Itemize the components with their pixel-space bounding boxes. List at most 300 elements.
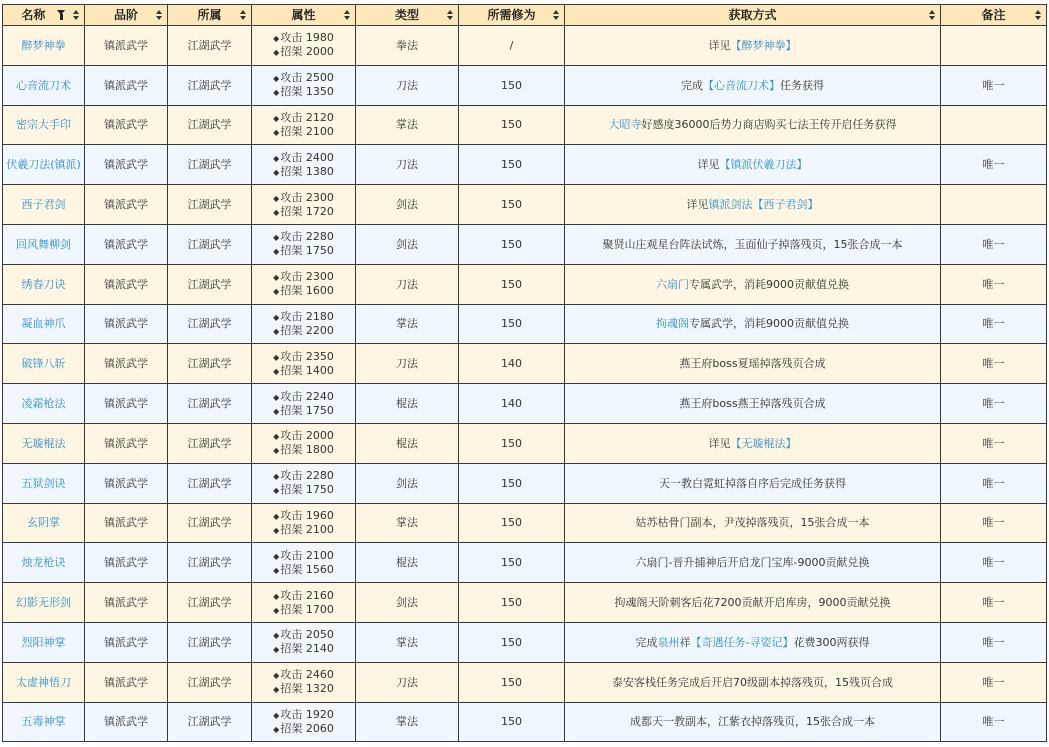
attr-list <box>273 270 334 298</box>
attr-list <box>273 350 334 378</box>
block-stat <box>273 603 334 617</box>
table-row <box>3 224 1047 264</box>
note-cell: 唯一 <box>941 384 1047 424</box>
block-stat <box>273 443 334 457</box>
method-link[interactable]: 泉州 <box>657 635 680 649</box>
grade-cell: 镇派武学 <box>85 423 168 463</box>
grade-cell: 镇派武学 <box>85 105 168 145</box>
belong-cell: 江湖武学 <box>168 145 252 185</box>
grade-cell: 镇派武学 <box>85 264 168 304</box>
req-cell: 150 <box>459 145 565 185</box>
grade-cell: 镇派武学 <box>85 185 168 225</box>
method-link[interactable]: 镇派剑法【西子君剑】 <box>708 198 819 212</box>
belong-cell: 江湖武学 <box>168 503 252 543</box>
col-header-req-label: 所需修为 <box>487 8 536 22</box>
filter-icon[interactable] <box>57 10 66 20</box>
note-cell: 唯一 <box>941 543 1047 583</box>
diamond-icon: ◆ <box>273 34 280 44</box>
method-text: 泰安客栈任务完成后开启70级副本掉落残页，15残页合成 <box>612 675 893 689</box>
diamond-icon: ◆ <box>273 48 280 58</box>
method-cell <box>565 145 941 185</box>
req-cell: 150 <box>459 622 565 662</box>
method-text: 花费300两获得 <box>793 635 870 649</box>
method-cell <box>565 622 941 662</box>
attack-stat <box>273 469 334 483</box>
attack-value: 攻击 2050 <box>280 628 334 642</box>
type-cell: 掌法 <box>356 503 459 543</box>
attr-cell <box>252 503 356 543</box>
diamond-icon: ◆ <box>273 74 280 84</box>
note-cell: 唯一 <box>941 145 1047 185</box>
req-cell: 150 <box>459 423 565 463</box>
method-text: 燕王府boss燕王掉落残页合成 <box>679 397 826 411</box>
method-link[interactable]: 大昭寺 <box>608 118 642 132</box>
sort-icon[interactable] <box>240 10 246 21</box>
grade-cell: 镇派武学 <box>85 622 168 662</box>
table-row <box>3 622 1047 662</box>
col-header-belong-label: 所属 <box>197 8 222 22</box>
col-header-attr-label: 属性 <box>291 8 316 22</box>
sort-icon[interactable] <box>344 10 350 21</box>
method-link[interactable]: 【无璇棍法】 <box>730 436 797 450</box>
method-cell <box>565 702 941 742</box>
req-cell: / <box>459 26 565 66</box>
block-stat <box>273 483 334 497</box>
note-cell: 唯一 <box>941 264 1047 304</box>
table-row <box>3 384 1047 424</box>
block-value: 招架 1320 <box>280 682 334 696</box>
diamond-icon: ◆ <box>273 591 280 601</box>
note-cell: 唯一 <box>941 662 1047 702</box>
type-cell: 刀法 <box>356 344 459 384</box>
block-stat <box>273 563 334 577</box>
diamond-icon: ◆ <box>273 645 280 655</box>
sort-icon[interactable] <box>447 10 453 21</box>
skill-name-link[interactable]: 凌霜枪法 <box>3 384 85 424</box>
method-cell <box>565 543 941 583</box>
block-stat <box>273 45 334 59</box>
method-cell <box>565 105 941 145</box>
belong-cell: 江湖武学 <box>168 583 252 623</box>
belong-cell: 江湖武学 <box>168 423 252 463</box>
method-text: 详见 <box>686 198 709 212</box>
type-cell: 拳法 <box>356 26 459 66</box>
skill-name-link[interactable]: 密宗大手印 <box>3 105 85 145</box>
diamond-icon: ◆ <box>273 167 280 177</box>
belong-cell: 江湖武学 <box>168 662 252 702</box>
block-stat <box>273 85 334 99</box>
attack-value: 攻击 2280 <box>280 469 334 483</box>
block-value: 招架 2060 <box>280 721 334 735</box>
belong-cell: 江湖武学 <box>168 224 252 264</box>
attack-stat <box>273 549 334 563</box>
attack-stat <box>273 111 334 125</box>
attr-list <box>273 429 334 457</box>
diamond-icon: ◆ <box>273 525 280 535</box>
block-stat <box>273 125 334 139</box>
attack-value: 攻击 2100 <box>280 548 334 562</box>
attr-list <box>273 230 334 258</box>
method-link[interactable]: 六扇门 <box>656 277 689 291</box>
block-value: 招架 1350 <box>280 85 334 99</box>
skill-name-link[interactable]: 烈阳神掌 <box>3 622 85 662</box>
attack-value: 攻击 1920 <box>280 707 334 721</box>
attr-cell <box>252 384 356 424</box>
grade-cell: 镇派武学 <box>85 384 168 424</box>
attr-cell <box>252 185 356 225</box>
skill-name-link[interactable]: 绣春刀诀 <box>3 264 85 304</box>
skill-name-link[interactable]: 西子君剑 <box>3 185 85 225</box>
attr-cell <box>252 463 356 503</box>
attack-stat <box>273 350 334 364</box>
note-cell: 唯一 <box>941 622 1047 662</box>
block-value: 招架 2100 <box>280 124 334 138</box>
table-row <box>3 264 1047 304</box>
type-cell: 棍法 <box>356 543 459 583</box>
attr-cell <box>252 65 356 105</box>
block-value: 招架 1750 <box>280 403 334 417</box>
type-cell: 剑法 <box>356 224 459 264</box>
block-stat <box>273 364 334 378</box>
attr-cell <box>252 26 356 66</box>
diamond-icon: ◆ <box>273 472 280 482</box>
method-text: 六扇门-晋升捕神后开启龙门宝库-9000贡献兑换 <box>635 556 870 570</box>
attack-value: 攻击 2280 <box>280 230 334 244</box>
attack-stat <box>273 71 334 85</box>
martial-arts-table-container <box>2 4 1046 742</box>
skill-name-link[interactable]: 烛龙枪诀 <box>3 543 85 583</box>
diamond-icon: ◆ <box>273 631 280 641</box>
type-cell: 剑法 <box>356 583 459 623</box>
diamond-icon: ◆ <box>273 127 280 137</box>
note-cell <box>941 185 1047 225</box>
grade-cell: 镇派武学 <box>85 65 168 105</box>
block-stat <box>273 205 334 219</box>
col-header-belong[interactable] <box>168 5 252 26</box>
attr-list <box>273 31 334 59</box>
table-row <box>3 105 1047 145</box>
diamond-icon: ◆ <box>273 446 280 456</box>
type-cell: 掌法 <box>356 622 459 662</box>
attr-cell <box>252 304 356 344</box>
sort-icon[interactable] <box>1035 10 1041 21</box>
belong-cell: 江湖武学 <box>168 384 252 424</box>
method-link[interactable]: 【心音流刀术】 <box>703 78 780 92</box>
block-value: 招架 1400 <box>280 363 334 377</box>
req-cell: 150 <box>459 583 565 623</box>
req-cell: 150 <box>459 105 565 145</box>
grade-cell: 镇派武学 <box>85 503 168 543</box>
method-text: 燕王府boss夏瑶掉落残页合成 <box>679 357 826 371</box>
type-cell: 刀法 <box>356 145 459 185</box>
note-cell: 唯一 <box>941 304 1047 344</box>
attack-value: 攻击 2120 <box>280 110 334 124</box>
grade-cell: 镇派武学 <box>85 344 168 384</box>
attack-stat <box>273 429 334 443</box>
skill-name-link[interactable]: 五毒神掌 <box>3 702 85 742</box>
attack-stat <box>273 589 334 603</box>
table-row <box>3 702 1047 742</box>
method-text: 聚贤山庄观星台阵法试炼，玉面仙子掉落残页，15张合成一本 <box>602 237 903 251</box>
type-cell: 掌法 <box>356 105 459 145</box>
attr-cell <box>252 583 356 623</box>
req-cell: 150 <box>459 503 565 543</box>
grade-cell: 镇派武学 <box>85 304 168 344</box>
col-header-grade[interactable] <box>85 5 168 26</box>
method-cell <box>565 304 941 344</box>
method-cell <box>565 423 941 463</box>
type-cell: 掌法 <box>356 702 459 742</box>
attr-cell <box>252 423 356 463</box>
attr-cell <box>252 702 356 742</box>
sort-icon[interactable] <box>156 10 162 21</box>
method-cell <box>565 463 941 503</box>
attack-stat <box>273 310 334 324</box>
req-cell: 150 <box>459 224 565 264</box>
method-cell <box>565 384 941 424</box>
skill-name-link[interactable]: 玄阴掌 <box>3 503 85 543</box>
method-link[interactable]: 【醉梦神拳】 <box>730 38 797 52</box>
note-cell <box>941 26 1047 66</box>
skill-name-link[interactable]: 醉梦神拳 <box>3 26 85 66</box>
table-row <box>3 423 1047 463</box>
note-cell: 唯一 <box>941 503 1047 543</box>
skill-name-link[interactable]: 幻影无形剑 <box>3 583 85 623</box>
attr-list <box>273 668 334 696</box>
diamond-icon: ◆ <box>273 352 280 362</box>
table-row <box>3 185 1047 225</box>
block-value: 招架 1380 <box>280 164 334 178</box>
method-cell <box>565 344 941 384</box>
attr-list <box>273 390 334 418</box>
diamond-icon: ◆ <box>273 326 280 336</box>
req-cell: 150 <box>459 65 565 105</box>
attr-cell <box>252 145 356 185</box>
diamond-icon: ◆ <box>273 406 280 416</box>
attr-list <box>273 628 334 656</box>
diamond-icon: ◆ <box>273 207 280 217</box>
block-stat <box>273 642 334 656</box>
method-text: 专属武学，消耗9000贡献值兑换 <box>689 277 849 291</box>
block-value: 招架 1560 <box>280 562 334 576</box>
table-row <box>3 26 1047 66</box>
belong-cell: 江湖武学 <box>168 344 252 384</box>
diamond-icon: ◆ <box>273 287 280 297</box>
req-cell: 140 <box>459 344 565 384</box>
method-text: 完成 <box>635 635 658 649</box>
attr-cell <box>252 662 356 702</box>
skill-name-link[interactable]: 太虚神悟刀 <box>3 662 85 702</box>
block-value: 招架 1600 <box>280 284 334 298</box>
col-header-name-label: 名称 <box>21 8 46 22</box>
skill-name-link[interactable]: 五狱剑诀 <box>3 463 85 503</box>
diamond-icon: ◆ <box>273 366 280 376</box>
table-row <box>3 463 1047 503</box>
attack-value: 攻击 2460 <box>280 668 334 682</box>
block-value: 招架 2000 <box>280 45 334 59</box>
type-cell: 剑法 <box>356 463 459 503</box>
col-header-note-label: 备注 <box>981 8 1006 22</box>
col-header-name[interactable] <box>3 5 85 26</box>
note-cell: 唯一 <box>941 65 1047 105</box>
method-cell <box>565 26 941 66</box>
block-stat <box>273 284 334 298</box>
type-cell: 刀法 <box>356 662 459 702</box>
method-text: 成都天一教副本，江紫衣掉落残页，15张合成一本 <box>630 715 875 729</box>
table-body <box>3 26 1047 742</box>
req-cell: 150 <box>459 463 565 503</box>
table-row <box>3 503 1047 543</box>
method-cell <box>565 185 941 225</box>
martial-arts-table <box>2 4 1047 742</box>
skill-name-link[interactable]: 伏羲刀法(镇派) <box>3 145 85 185</box>
attack-value: 攻击 2300 <box>280 270 334 284</box>
attr-cell <box>252 224 356 264</box>
attr-cell <box>252 344 356 384</box>
attack-value: 攻击 2180 <box>280 309 334 323</box>
req-cell: 150 <box>459 185 565 225</box>
table-row <box>3 344 1047 384</box>
block-stat <box>273 722 334 736</box>
note-cell: 唯一 <box>941 702 1047 742</box>
table-row <box>3 145 1047 185</box>
attr-list <box>273 549 334 577</box>
method-cell <box>565 662 941 702</box>
type-cell: 棍法 <box>356 384 459 424</box>
belong-cell: 江湖武学 <box>168 185 252 225</box>
skill-name-link[interactable]: 破锋八斩 <box>3 344 85 384</box>
attack-stat <box>273 270 334 284</box>
skill-name-link[interactable]: 回风舞柳剑 <box>3 224 85 264</box>
belong-cell: 江湖武学 <box>168 622 252 662</box>
diamond-icon: ◆ <box>273 685 280 695</box>
block-stat <box>273 523 334 537</box>
req-cell: 150 <box>459 264 565 304</box>
method-text: 详见 <box>708 38 731 52</box>
block-stat <box>273 682 334 696</box>
attack-value: 攻击 2000 <box>280 429 334 443</box>
sort-icon[interactable] <box>929 10 935 21</box>
attr-list <box>273 509 334 537</box>
attr-list <box>273 111 334 139</box>
attr-cell <box>252 622 356 662</box>
col-header-method[interactable] <box>565 5 941 26</box>
sort-icon[interactable] <box>73 10 79 21</box>
skill-name-link[interactable]: 凝血神爪 <box>3 304 85 344</box>
block-value: 招架 1720 <box>280 204 334 218</box>
attack-value: 攻击 2300 <box>280 190 334 204</box>
attack-stat <box>273 31 334 45</box>
diamond-icon: ◆ <box>273 565 280 575</box>
attack-value: 攻击 2350 <box>280 349 334 363</box>
belong-cell: 江湖武学 <box>168 463 252 503</box>
header-row <box>3 5 1047 26</box>
col-header-type-label: 类型 <box>394 8 419 22</box>
block-value: 招架 1800 <box>280 443 334 457</box>
method-cell <box>565 224 941 264</box>
diamond-icon: ◆ <box>273 273 280 283</box>
note-cell: 唯一 <box>941 463 1047 503</box>
grade-cell: 镇派武学 <box>85 583 168 623</box>
attack-stat <box>273 628 334 642</box>
belong-cell: 江湖武学 <box>168 105 252 145</box>
col-header-attr[interactable] <box>252 5 356 26</box>
block-value: 招架 1750 <box>280 244 334 258</box>
diamond-icon: ◆ <box>273 486 280 496</box>
diamond-icon: ◆ <box>273 193 280 203</box>
attack-value: 攻击 2160 <box>280 588 334 602</box>
col-header-req[interactable] <box>459 5 565 26</box>
method-link[interactable]: 【镇派伏羲刀法】 <box>719 158 808 172</box>
belong-cell: 江湖武学 <box>168 264 252 304</box>
type-cell: 刀法 <box>356 65 459 105</box>
method-cell <box>565 583 941 623</box>
attack-stat <box>273 390 334 404</box>
diamond-icon: ◆ <box>273 247 280 257</box>
type-cell: 剑法 <box>356 185 459 225</box>
col-header-method-label: 获取方式 <box>728 8 777 22</box>
block-stat <box>273 404 334 418</box>
block-value: 招架 2140 <box>280 642 334 656</box>
diamond-icon: ◆ <box>273 233 280 243</box>
diamond-icon: ◆ <box>273 153 280 163</box>
attr-list <box>273 151 334 179</box>
block-stat <box>273 244 334 258</box>
attr-cell <box>252 105 356 145</box>
diamond-icon: ◆ <box>273 312 280 322</box>
diamond-icon: ◆ <box>273 511 280 521</box>
grade-cell: 镇派武学 <box>85 224 168 264</box>
block-value: 招架 1750 <box>280 483 334 497</box>
attr-list <box>273 708 334 736</box>
col-header-type[interactable] <box>356 5 459 26</box>
method-link[interactable]: 【奇遇任务-寻姿记】 <box>690 635 794 649</box>
skill-name-link[interactable]: 心音流刀术 <box>3 65 85 105</box>
col-header-grade-label: 品阶 <box>113 8 138 22</box>
req-cell: 150 <box>459 543 565 583</box>
attr-cell <box>252 543 356 583</box>
attr-list <box>273 71 334 99</box>
type-cell: 掌法 <box>356 304 459 344</box>
block-value: 招架 2100 <box>280 522 334 536</box>
req-cell: 150 <box>459 304 565 344</box>
grade-cell: 镇派武学 <box>85 463 168 503</box>
attr-list <box>273 191 334 219</box>
attack-value: 攻击 2400 <box>280 150 334 164</box>
method-link[interactable]: 拘魂阁 <box>656 317 689 331</box>
diamond-icon: ◆ <box>273 710 280 720</box>
attr-list <box>273 469 334 497</box>
skill-name-link[interactable]: 无璇棍法 <box>3 423 85 463</box>
diamond-icon: ◆ <box>273 392 280 402</box>
attack-stat <box>273 191 334 205</box>
diamond-icon: ◆ <box>273 88 280 98</box>
method-text: 姑苏枯骨门副本，尹茂掉落残页，15张合成一本 <box>635 516 870 530</box>
attr-list <box>273 310 334 338</box>
attack-value: 攻击 1960 <box>280 508 334 522</box>
table-row <box>3 543 1047 583</box>
type-cell: 刀法 <box>356 264 459 304</box>
sort-icon[interactable] <box>553 10 559 21</box>
method-text: 完成 <box>681 78 703 92</box>
method-text: 详见 <box>708 436 731 450</box>
req-cell: 150 <box>459 702 565 742</box>
col-header-note[interactable] <box>941 5 1047 26</box>
method-text: 好感度36000后势力商店购买七法王传开启任务获得 <box>641 118 897 132</box>
method-text: 拘魂阁天阶刺客后花7200贡献开启库房，9000贡献兑换 <box>614 596 891 610</box>
table-row <box>3 583 1047 623</box>
grade-cell: 镇派武学 <box>85 543 168 583</box>
